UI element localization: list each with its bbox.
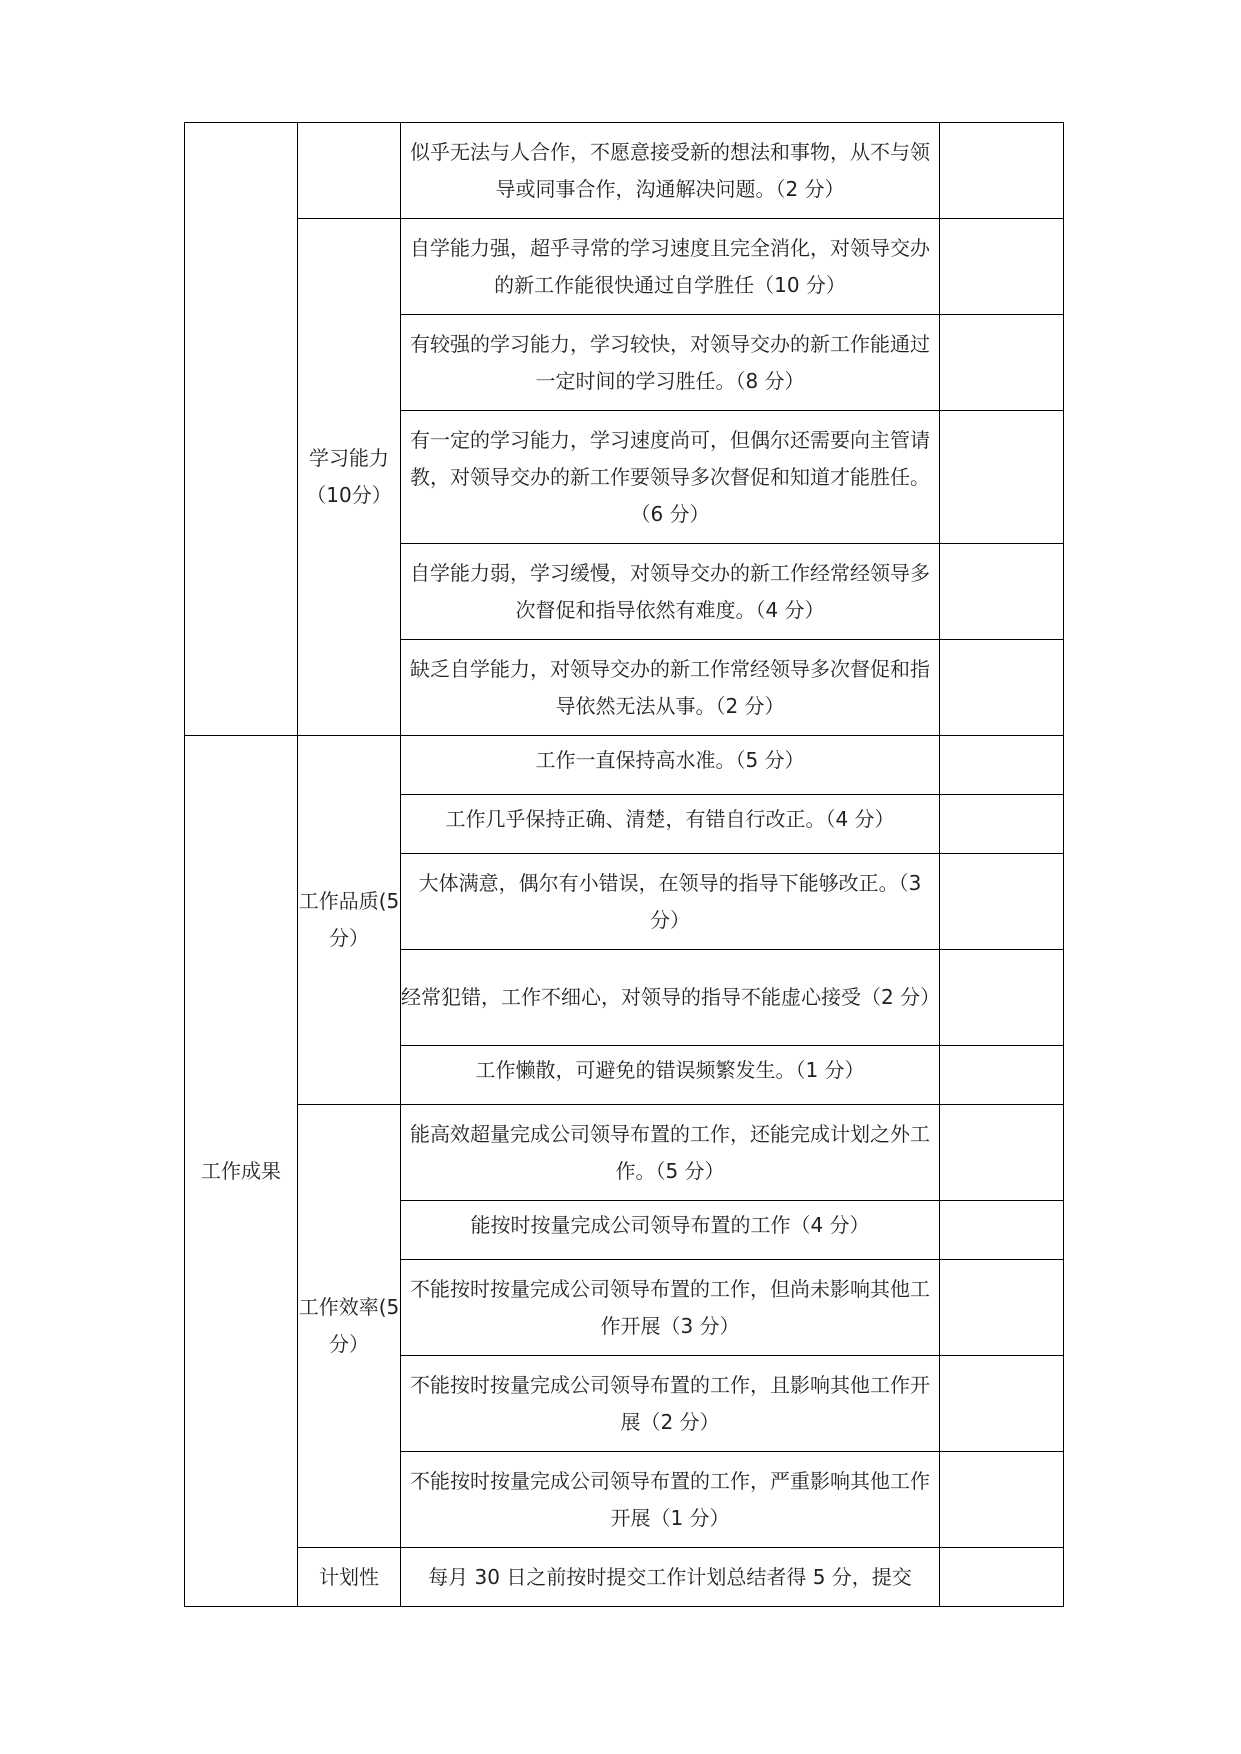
criterion-cell: 有较强的学习能力，学习较快，对领导交办的新工作能通过一定时间的学习胜任。（8 分）	[401, 315, 940, 411]
subcategory-cell: 计划性	[298, 1548, 401, 1607]
score-cell	[940, 1452, 1064, 1548]
criterion-cell: 不能按时按量完成公司领导布置的工作，但尚未影响其他工作开展（3 分）	[401, 1260, 940, 1356]
score-cell	[940, 1356, 1064, 1452]
subcategory-cell: 学习能力（10分）	[298, 219, 401, 736]
criterion-cell: 不能按时按量完成公司领导布置的工作，严重影响其他工作开展（1 分）	[401, 1452, 940, 1548]
score-cell	[940, 1548, 1064, 1607]
criterion-cell: 工作一直保持高水准。（5 分）	[401, 736, 940, 795]
subcategory-cell: 工作效率(5 分）	[298, 1105, 401, 1548]
criterion-cell: 能按时按量完成公司领导布置的工作（4 分）	[401, 1201, 940, 1260]
score-cell	[940, 1201, 1064, 1260]
score-cell	[940, 640, 1064, 736]
category-cell: 工作成果	[185, 736, 298, 1607]
score-cell	[940, 854, 1064, 950]
score-cell	[940, 315, 1064, 411]
score-cell	[940, 1260, 1064, 1356]
criterion-cell: 大体满意，偶尔有小错误，在领导的指导下能够改正。（3 分）	[401, 854, 940, 950]
evaluation-table	[184, 122, 1064, 1607]
criterion-cell: 不能按时按量完成公司领导布置的工作，且影响其他工作开展（2 分）	[401, 1356, 940, 1452]
criterion-cell: 能高效超量完成公司领导布置的工作，还能完成计划之外工作。（5 分）	[401, 1105, 940, 1201]
score-cell	[940, 950, 1064, 1046]
criterion-cell: 缺乏自学能力，对领导交办的新工作常经领导多次督促和指导依然无法从事。（2 分）	[401, 640, 940, 736]
criterion-cell: 经常犯错，工作不细心，对领导的指导不能虚心接受（2 分）	[401, 950, 940, 1046]
criterion-cell: 自学能力强，超乎寻常的学习速度且完全消化，对领导交办的新工作能很快通过自学胜任（10 分）	[401, 219, 940, 315]
table-row	[185, 1105, 1064, 1201]
criterion-cell: 自学能力弱，学习缓慢，对领导交办的新工作经常经领导多次督促和指导依然有难度。（4 分）	[401, 544, 940, 640]
table-row	[185, 219, 1064, 315]
criterion-cell: 似乎无法与人合作，不愿意接受新的想法和事物，从不与领导或同事合作，沟通解决问题。（2 分）	[401, 123, 940, 219]
table-row	[185, 736, 1064, 795]
score-cell	[940, 544, 1064, 640]
criterion-cell: 有一定的学习能力，学习速度尚可，但偶尔还需要向主管请教，对领导交办的新工作要领导多次督促和知道才能胜任。（6 分）	[401, 411, 940, 544]
category-cell	[185, 123, 298, 736]
score-cell	[940, 736, 1064, 795]
score-cell	[940, 1046, 1064, 1105]
table-row	[185, 1548, 1064, 1607]
score-cell	[940, 123, 1064, 219]
criterion-cell: 工作懒散，可避免的错误频繁发生。（1 分）	[401, 1046, 940, 1105]
criterion-cell: 工作几乎保持正确、清楚，有错自行改正。（4 分）	[401, 795, 940, 854]
subcategory-cell	[298, 123, 401, 219]
table-row	[185, 123, 1064, 219]
score-cell	[940, 1105, 1064, 1201]
score-cell	[940, 795, 1064, 854]
subcategory-cell: 工作品质(5 分）	[298, 736, 401, 1105]
criterion-cell: 每月 30 日之前按时提交工作计划总结者得 5 分，提交	[401, 1548, 940, 1607]
score-cell	[940, 411, 1064, 544]
score-cell	[940, 219, 1064, 315]
